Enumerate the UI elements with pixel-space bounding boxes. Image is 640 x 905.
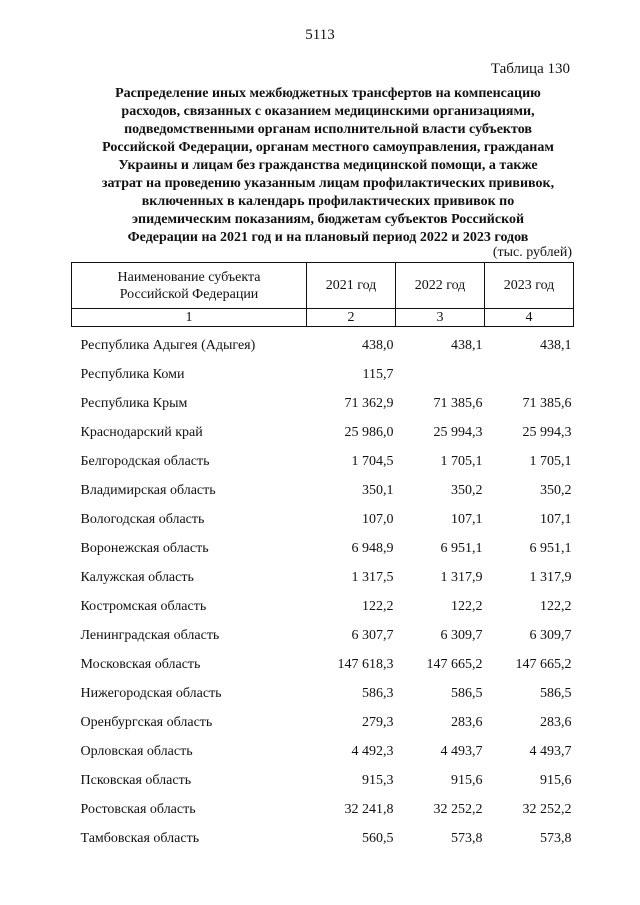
value-2022-cell: 573,8: [451, 831, 483, 846]
table-row: [72, 534, 574, 563]
value-2023-cell: 438,1: [540, 338, 572, 353]
title-line: Федерации на 2021 год и на плановый период 2022 и 2023 годов: [127, 230, 529, 245]
value-2023-cell: 107,1: [540, 512, 572, 527]
value-2021-cell: 147 618,3: [337, 657, 394, 672]
subject-name-cell: Нижегородская область: [80, 686, 222, 701]
value-2023-cell: 32 252,2: [522, 802, 572, 817]
value-2022-cell: 122,2: [451, 599, 483, 614]
column-number: 4: [485, 309, 574, 327]
value-2022-cell: 25 994,3: [433, 425, 483, 440]
table-row: [72, 795, 574, 824]
value-2023-cell: 147 665,2: [515, 657, 572, 672]
value-2022-cell: 32 252,2: [433, 802, 483, 817]
value-2023-cell: 573,8: [540, 831, 572, 846]
value-2021-cell: 6 307,7: [351, 628, 394, 643]
header-subject-line: Российской Федерации: [119, 286, 259, 302]
value-2022-cell: 147 665,2: [426, 657, 483, 672]
header-subject-line: Наименование субъекта: [117, 269, 261, 285]
table-row: [72, 505, 574, 534]
subject-name-cell: Тамбовская область: [80, 831, 200, 846]
value-2022-cell: 586,5: [451, 686, 483, 701]
subject-name-cell: Оренбургская область: [80, 715, 213, 730]
table-row: [72, 824, 574, 853]
value-2022-cell: 350,2: [451, 483, 483, 498]
value-2022-cell: 4 493,7: [440, 744, 483, 759]
table-row: [72, 418, 574, 447]
subject-name-cell: Республика Адыгея (Адыгея): [80, 338, 256, 353]
value-2021-cell: 71 362,9: [344, 396, 394, 411]
value-2023-cell: 586,5: [540, 686, 572, 701]
column-number: 1: [72, 309, 307, 327]
value-2022-cell: 6 951,1: [440, 541, 483, 556]
header-2022: 2022 год: [396, 263, 485, 309]
subject-name-cell: Ростовская область: [80, 802, 196, 817]
value-2023-cell: 122,2: [540, 599, 572, 614]
table-row: [72, 360, 574, 389]
table-row: [72, 708, 574, 737]
value-2021-cell: 350,1: [362, 483, 394, 498]
title-line: подведомственными органам исполнительной власти субъектов: [124, 122, 532, 137]
page-number: 5113: [305, 27, 335, 43]
title-line: Украины и лицам без гражданства медицинской помощи, а также: [118, 158, 538, 173]
table-row: [72, 592, 574, 621]
value-2023-cell: 6 951,1: [529, 541, 572, 556]
table-row: [72, 476, 574, 505]
value-2022-cell: 915,6: [451, 773, 483, 788]
header-2021: 2021 год: [307, 263, 396, 309]
table-title: [88, 85, 568, 247]
table-row: [72, 563, 574, 592]
value-2021-cell: 25 986,0: [344, 425, 394, 440]
table-row: [72, 650, 574, 679]
value-2022-cell: 107,1: [451, 512, 483, 527]
table-row: [72, 621, 574, 650]
value-2022-cell: 6 309,7: [440, 628, 483, 643]
value-2021-cell: 586,3: [362, 686, 394, 701]
value-2021-cell: 32 241,8: [344, 802, 394, 817]
value-2022-cell: 71 385,6: [433, 396, 483, 411]
value-2022-cell: 438,1: [451, 338, 483, 353]
value-2021-cell: 6 948,9: [351, 541, 394, 556]
title-line: затрат на проведению указанным лицам профилактических прививок,: [101, 176, 555, 191]
subject-name-cell: Московская область: [80, 657, 201, 672]
value-2023-cell: 25 994,3: [522, 425, 572, 440]
title-line: эпидемическим показаниям, бюджетам субъектов Российской: [131, 212, 525, 227]
value-2021-cell: 1 704,5: [351, 454, 394, 469]
subject-name-cell: Орловская область: [80, 744, 193, 759]
table-row: [72, 766, 574, 795]
value-2021-cell: 438,0: [362, 338, 394, 353]
value-2022-cell: 1 705,1: [440, 454, 483, 469]
table-body: [72, 327, 574, 854]
value-2021-cell: 915,3: [362, 773, 394, 788]
subject-name-cell: Воронежская область: [80, 541, 209, 556]
subject-name-cell: Республика Крым: [80, 396, 188, 411]
subject-name-cell: Краснодарский край: [80, 425, 203, 440]
value-2021-cell: 560,5: [362, 831, 394, 846]
subject-name-cell: Псковская область: [80, 773, 192, 788]
column-number: 2: [307, 309, 396, 327]
value-2023-cell: 71 385,6: [522, 396, 572, 411]
subject-name-cell: Ленинградская область: [80, 628, 220, 643]
value-2022-cell: 283,6: [451, 715, 483, 730]
table-row: [72, 679, 574, 708]
subject-name-cell: Владимирская область: [80, 483, 216, 498]
title-line: Российской Федерации, органам местного самоуправления, гражданам: [102, 140, 554, 155]
value-2023-cell: 350,2: [540, 483, 572, 498]
subject-name-cell: Калужская область: [80, 570, 194, 585]
table-row: [72, 737, 574, 766]
table-label: Таблица 130: [490, 61, 570, 77]
title-line: включенных в календарь профилактических прививок по: [141, 194, 515, 209]
subject-name-cell: Костромская область: [80, 599, 207, 614]
value-2022-cell: 1 317,9: [440, 570, 483, 585]
value-2023-cell: 915,6: [540, 773, 572, 788]
value-2021-cell: 1 317,5: [351, 570, 394, 585]
subject-name-cell: Вологодская область: [80, 512, 205, 527]
column-number: 3: [396, 309, 485, 327]
title-line: Распределение иных межбюджетных трансфертов на компенсацию: [115, 86, 541, 101]
table-row: [72, 327, 574, 361]
table-row: [72, 447, 574, 476]
value-2023-cell: 1 317,9: [529, 570, 572, 585]
title-line: расходов, связанных с оказанием медицинскими организациями,: [121, 104, 535, 119]
value-2021-cell: 122,2: [362, 599, 394, 614]
value-2023-cell: 6 309,7: [529, 628, 572, 643]
units-label: (тыс. рублей): [492, 245, 572, 260]
value-2023-cell: [485, 360, 574, 389]
value-2021-cell: 279,3: [362, 715, 394, 730]
value-2021-cell: 115,7: [362, 367, 394, 382]
value-2021-cell: 4 492,3: [351, 744, 394, 759]
value-2022-cell: [396, 360, 485, 389]
allocation-table: [71, 262, 574, 853]
table-row: [72, 389, 574, 418]
subject-name-cell: Республика Коми: [80, 367, 185, 382]
value-2023-cell: 283,6: [540, 715, 572, 730]
column-number-row: [72, 309, 574, 327]
subject-name-cell: Белгородская область: [80, 454, 210, 469]
header-subject-name: [72, 263, 307, 309]
table-header-row: [72, 263, 574, 309]
value-2021-cell: 107,0: [362, 512, 394, 527]
value-2023-cell: 1 705,1: [529, 454, 572, 469]
value-2023-cell: 4 493,7: [529, 744, 572, 759]
header-2023: 2023 год: [485, 263, 574, 309]
